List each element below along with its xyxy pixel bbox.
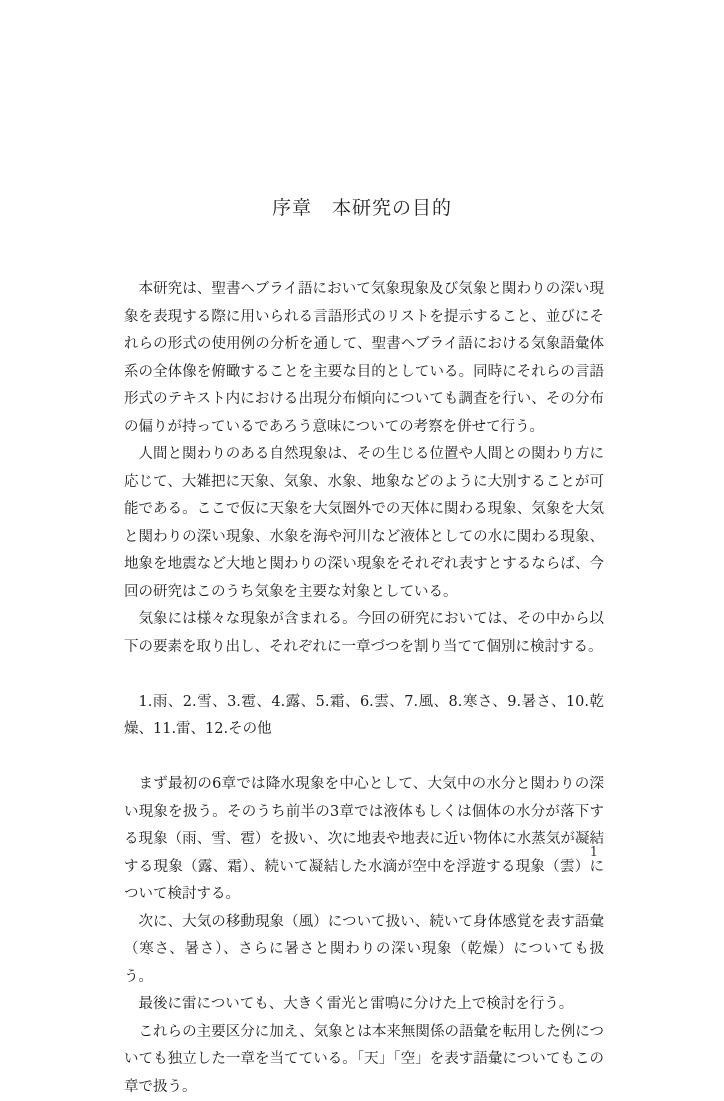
- paragraph-purpose: 本研究は、聖書ヘブライ語において気象現象及び気象と関わりの深い現象を表現する際に用いられる言語形式のリストを提示すること、並びにそれらの形式の使用例の分析を通して、聖書ヘブライ語における気象語彙体系の全体像を俯瞰することを主要な目的としている。同時にそれらの言語形式のテキスト内における出現分布傾向についても調査を行い、その分布の偏りが持っているであろう意味についての考察を併せて行う。: [124, 276, 604, 441]
- chapter-title: 序章 本研究の目的: [0, 193, 724, 220]
- weather-element-list: 1.雨、2.雪、3.雹、4.露、5.霜、6.雲、7.風、8.寒さ、9.暑さ、10.乾燥、11.雷、12.その他: [124, 689, 604, 744]
- page-number: 1: [124, 845, 598, 860]
- paragraph-wind-and-sensation: 次に、大気の移動現象（風）について扱い、続いて身体感覚を表す語彙（寒さ、暑さ）、さらに暑さと関わりの深い現象（乾燥）についても扱う。: [124, 909, 604, 992]
- paragraph-precipitation-chapters: まず最初の6章では降水現象を中心として、大気中の水分と関わりの深い現象を扱う。そのうち前半の3章では液体もしくは個体の水分が落下する現象（雨、雪、雹）を扱い、次に地表や地表に近い物体に水蒸気が凝結する現象（露、霜）、続いて凝結した水滴が空中を浮遊する現象（雲）について検討する。: [124, 771, 604, 909]
- paragraph-thunder: 最後に雷についても、大きく雷光と雷鳴に分けた上で検討を行う。: [124, 991, 604, 1019]
- paragraph-additional-chapter: これらの主要区分に加え、気象とは本来無関係の語彙を転用した例についても独立した一章を当てている。「天」「空」を表す語彙についてもこの章で扱う。: [124, 1019, 604, 1101]
- paragraph-natural-phenomena: 人間と関わりのある自然現象は、その生じる位置や人間との関わり方に応じて、大雑把に天象、気象、水象、地象などのように大別することが可能である。ここで仮に天象を大気圏外での天体に関わる現象、気象を大気と関わりの深い現象、水象を海や河川など液体としての水に関わる現象、地象を地震など大地と関わりの深い現象をそれぞれ表すとするならば、今回の研究はこのうち気象を主要な対象としている。: [124, 441, 604, 606]
- paragraph-elements-intro: 気象には様々な現象が含まれる。今回の研究においては、その中から以下の要素を取り出し、それぞれに一章づつを割り当てて個別に検討する。: [124, 606, 604, 661]
- body-text: [124, 276, 604, 1101]
